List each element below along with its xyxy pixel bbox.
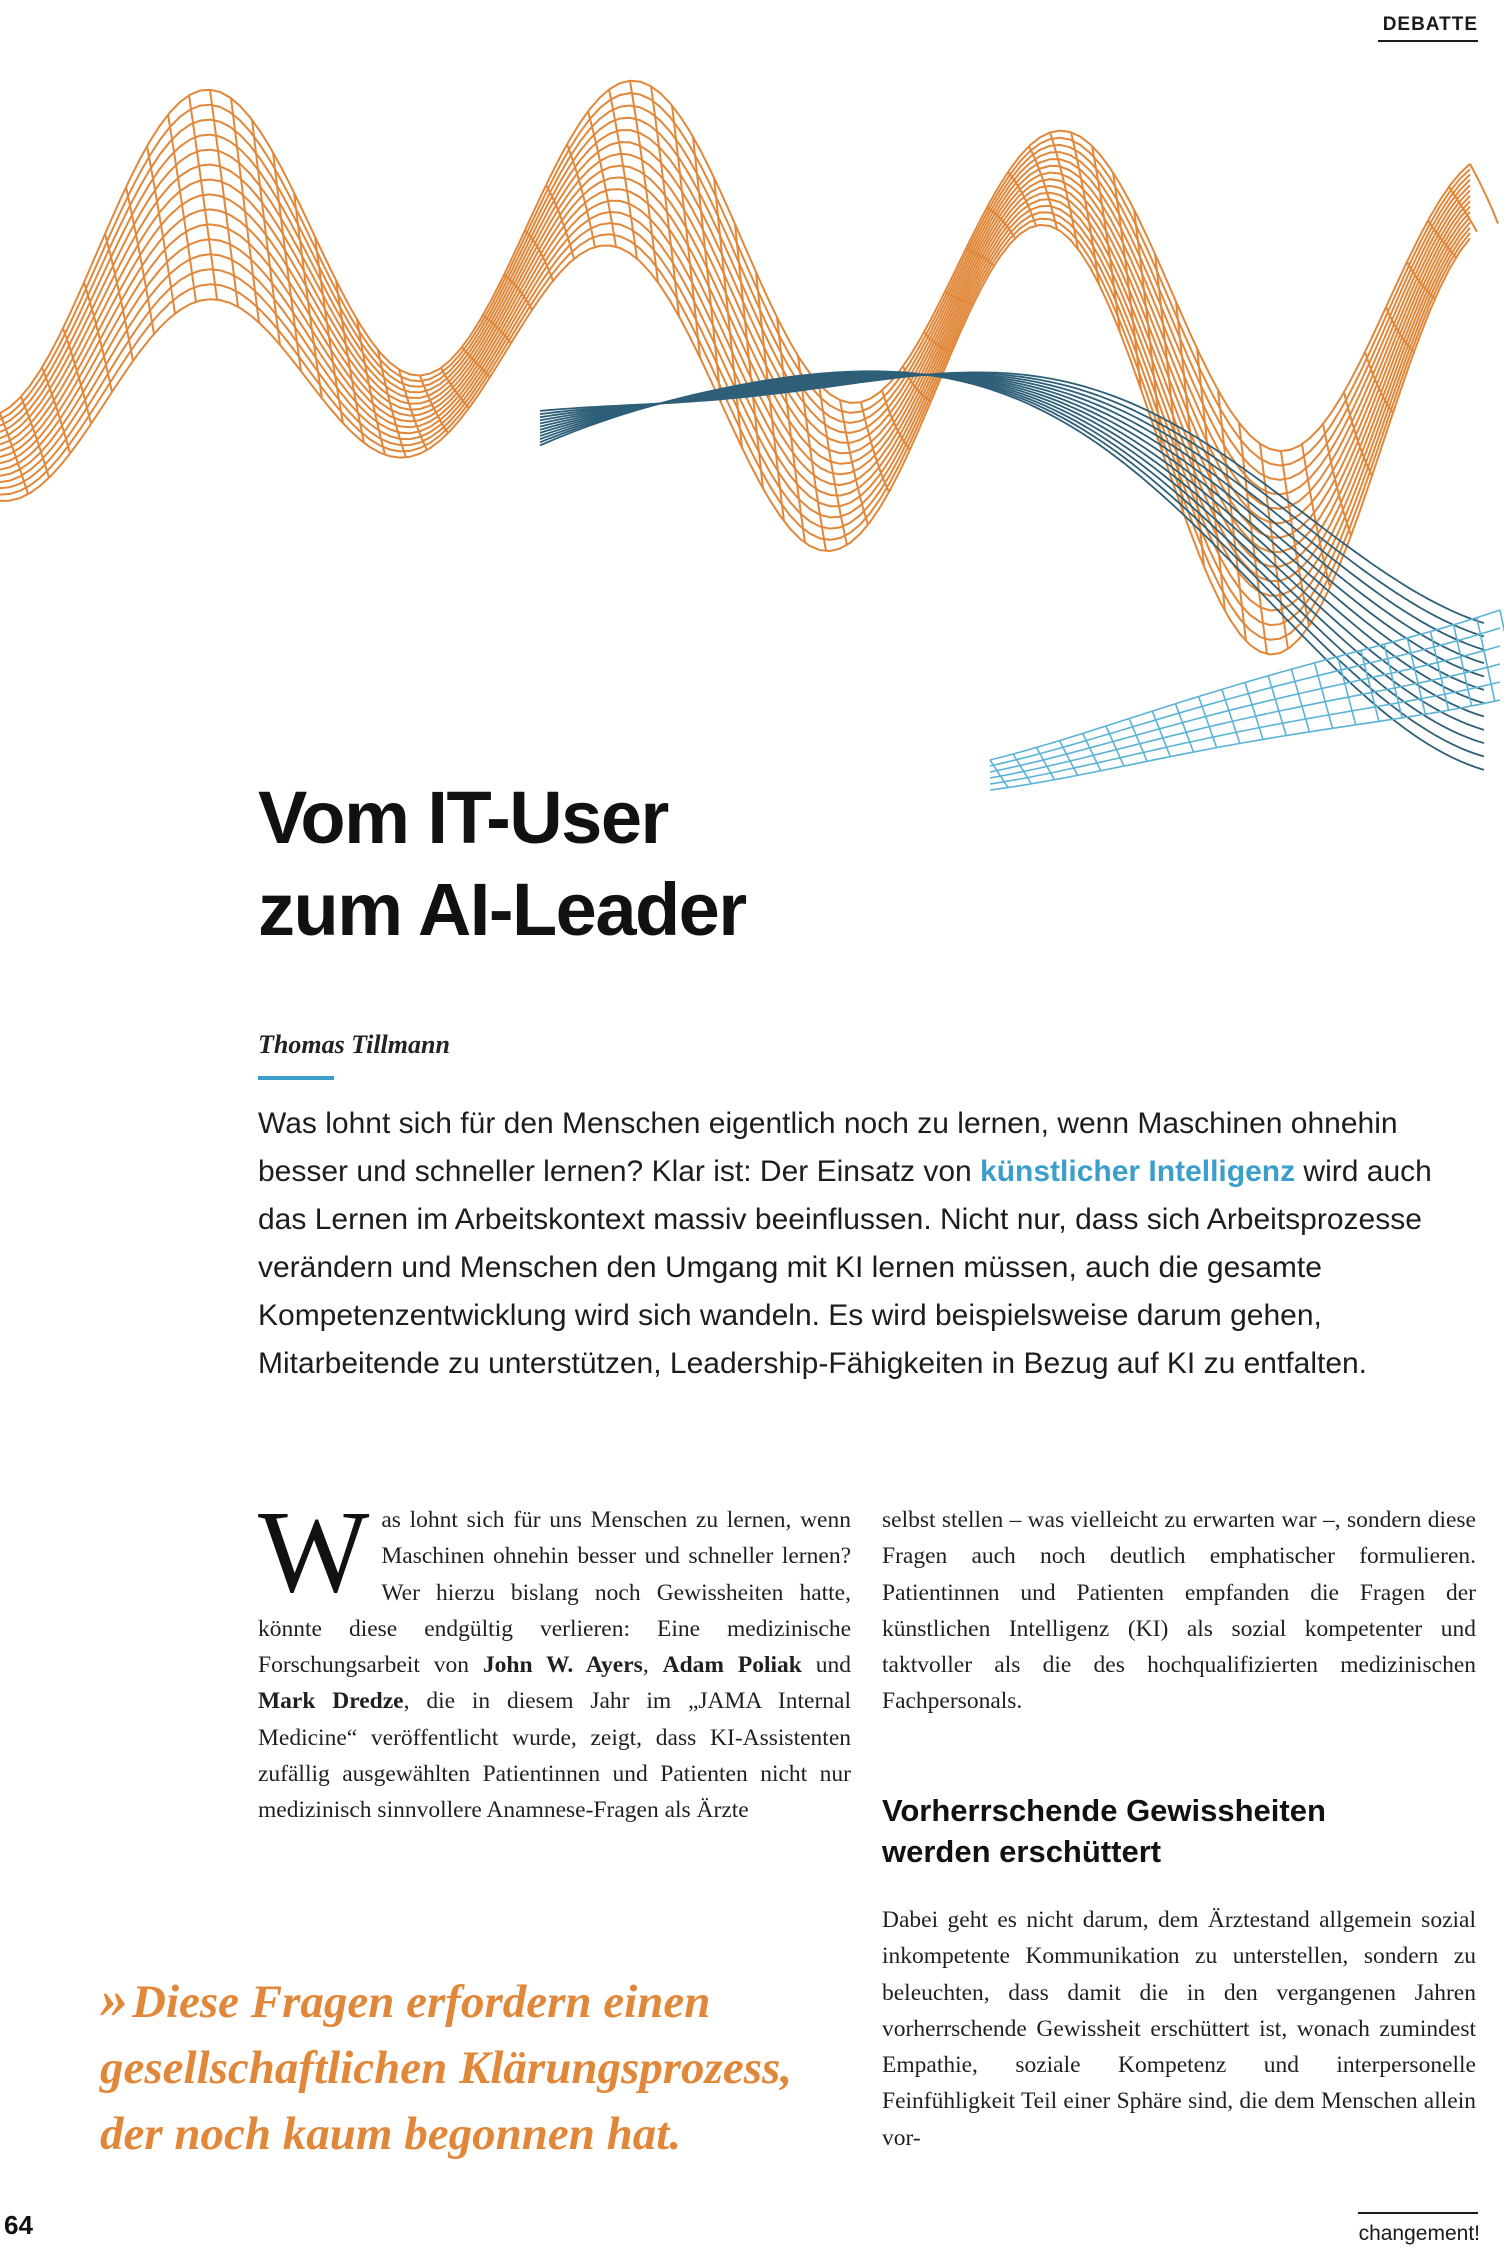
article-title-line-1: Vom IT-User (258, 776, 668, 859)
quote-mark-icon: » (100, 1968, 128, 2030)
mesh-row (990, 664, 1500, 778)
dropcap: W (258, 1486, 370, 1617)
mesh-row (0, 130, 1470, 509)
article-title-line-2: zum AI-Leader (258, 868, 746, 951)
separator: , (642, 1652, 663, 1679)
mesh-col (168, 115, 196, 302)
footer-rule (1358, 2212, 1478, 2214)
mesh-row (0, 225, 1470, 655)
mesh-col (819, 384, 847, 545)
pull-quote (100, 1966, 860, 2167)
body-text: as lohnt sich für uns Menschen zu lernen, wenn Maschinen ohnehin besser und schneller lernen? Wer hierzu bislang noch Gewissheiten hatte, könnte diese endgültig verlieren: Eine medizinische Forschungsarbeit von (258, 1507, 851, 1679)
article-title (258, 772, 746, 956)
mesh-col (1470, 164, 1498, 224)
wave-line (540, 375, 1484, 704)
mesh-col (777, 317, 805, 543)
lead-highlight: künstlicher Intelligenz (980, 1155, 1296, 1188)
mesh-row (0, 93, 1470, 465)
body-text: , die in diesem Jahr im „JAMA Internal Medicine“ veröffentlicht wurde, zeigt, dass KI-Assistenten zufällig ausgewählten Patientinnen und Patienten nicht nur medizinisch sinnvollere Anamnese-Fragen als Ärzte (258, 1688, 851, 1824)
mesh-row (0, 106, 1470, 480)
author-rule (258, 1076, 334, 1080)
magazine-name: changement! (1358, 2222, 1480, 2245)
subheading-line-1: Vorherrschende Gewissheiten (882, 1793, 1326, 1828)
subheading (882, 1790, 1442, 1872)
subheading-line-2: werden erschüttert (882, 1834, 1162, 1869)
wave-mesh-illustration (0, 0, 1504, 830)
author-ref-poliak: Adam Poliak (662, 1652, 802, 1679)
mesh-col (273, 152, 301, 371)
section-tag: DEBATTE (1378, 14, 1478, 42)
page-number: 64 (4, 2210, 33, 2240)
author-ref-ayers: John W. Ayers (482, 1652, 643, 1679)
author-name: Thomas Tillmann (258, 1030, 450, 1059)
lead-paragraph (258, 1100, 1488, 1388)
separator: und (801, 1652, 852, 1679)
mesh-col (1134, 210, 1162, 451)
mesh-row (990, 700, 1500, 790)
lead-text-start: Was lohnt sich für den Menschen eigentlich noch zu lernen, wenn Maschinen ohnehin besser und schneller lernen? Klar ist: Der Einsatz von (258, 1107, 1398, 1188)
author-ref-dredze: Mark Dredze (258, 1688, 404, 1715)
body-column-2: selbst stellen – was vielleicht zu erwarten war –, sondern diese Fragen auch noch deutlich emphatischer formulieren. Patientinnen und Patienten empfanden die Fragen der künstlichen Intelligenz (KI) als sozial kompetenter und taktvoller als die des hochqualifizierten medizinischen Fachpersonals. (882, 1507, 1476, 1715)
orange-wave-mesh (0, 81, 1498, 655)
lead-text-end: wird auch das Lernen im Arbeitskontext massiv beeinflussen. Nicht nur, dass sich Arbeitsprozesse verändern und Menschen den Umgang mit KI lernen müssen, auch die gesamte Kompetenzentwicklung wird sich wandeln. Es wird beispielsweise darum gehen, Mitarbeitende zu unterstützen, Leadership-Fähigkeiten in Bezug auf KI zu entfalten. (258, 1155, 1432, 1380)
mesh-col (714, 178, 742, 448)
pull-quote-text: Diese Fragen erfordern einen gesellschaftlichen Klärungsprozess, der noch kaum begonnen hat. (100, 1976, 793, 2160)
mesh-col (1113, 173, 1141, 390)
mesh-row (990, 682, 1500, 784)
body-column-3: Dabei geht es nicht darum, dem Ärztestand allgemein sozial inkompetente Kommunikation zu unterstellen, sondern zu beleuchten, dass damit die in den vergangenen Jahren vorherrschende Gewissheit erschüttert ist, wonach zumindest Empathie, soziale Kompetenz und interpersonelle Feinfühligkeit Teil einer Sphäre sind, die dem Menschen allein vor- (882, 1907, 1476, 2151)
mesh-col (1500, 610, 1504, 696)
body-column-1 (258, 1486, 852, 1829)
